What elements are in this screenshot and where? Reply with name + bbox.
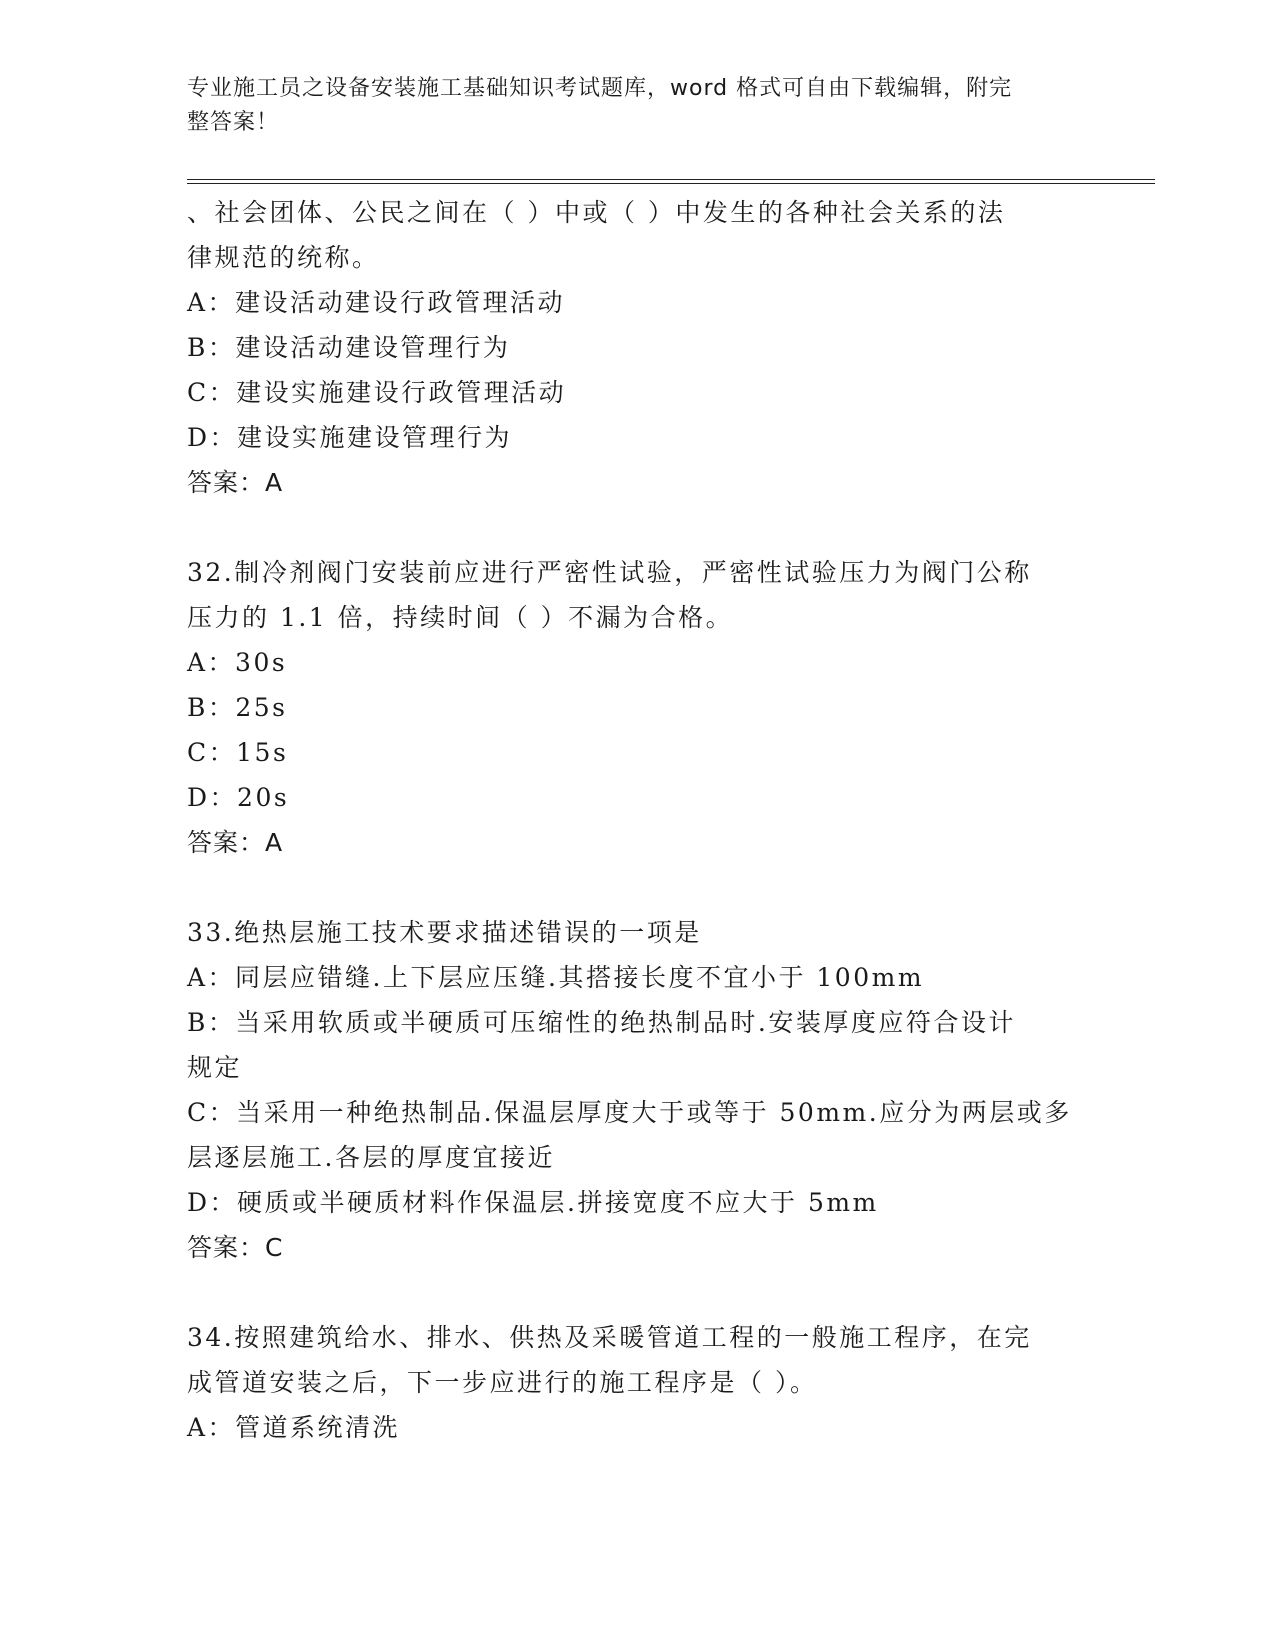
option-c: C：建设实施建设行政管理活动: [187, 378, 567, 407]
option-d: D：硬质或半硬质材料作保温层.拼接宽度不应大于 5mm: [187, 1188, 879, 1217]
question-31: [187, 190, 1087, 505]
document-header: [187, 72, 1067, 140]
option-b: B：25s: [187, 693, 288, 722]
option-b-continued: 规定: [187, 1053, 243, 1082]
spacer: [187, 505, 1087, 550]
header-line-2: 整答案！: [187, 110, 280, 135]
spacer: [187, 1270, 1087, 1315]
option-c: C：当采用一种绝热制品.保温层厚度大于或等于 50mm.应分为两层或多: [187, 1098, 1072, 1127]
question-list: [187, 190, 1087, 1450]
header-divider-top: [187, 179, 1155, 180]
answer: 答案：C: [187, 1233, 284, 1262]
question-stem: 32.制冷剂阀门安装前应进行严密性试验，严密性试验压力为阀门公称: [187, 558, 1032, 587]
question-stem: 压力的 1.1 倍，持续时间（ ）不漏为合格。: [187, 603, 734, 632]
answer: 答案：A: [187, 468, 284, 497]
option-a: A：建设活动建设行政管理活动: [187, 288, 566, 317]
option-a: A：同层应错缝.上下层应压缝.其搭接长度不宜小于 100mm: [187, 963, 925, 992]
question-stem: 律规范的统称。: [187, 243, 380, 272]
question-stem: 成管道安装之后，下一步应进行的施工程序是（ ）。: [187, 1368, 818, 1397]
header-line-1: 专业施工员之设备安装施工基础知识考试题库，word 格式可自由下载编辑，附完: [187, 76, 1013, 101]
option-d: D：20s: [187, 783, 290, 812]
question-stem: 33.绝热层施工技术要求描述错误的一项是: [187, 918, 702, 947]
question-34: [187, 1315, 1087, 1450]
option-a: A：管道系统清洗: [187, 1413, 401, 1442]
spacer: [187, 865, 1087, 910]
question-33: [187, 910, 1087, 1270]
option-b: B：建设活动建设管理行为: [187, 333, 511, 362]
header-divider-bottom: [187, 183, 1155, 184]
option-d: D：建设实施建设管理行为: [187, 423, 513, 452]
option-a: A：30s: [187, 648, 288, 677]
question-stem: 、社会团体、公民之间在（ ）中或（ ）中发生的各种社会关系的法: [187, 198, 1006, 227]
answer: 答案：A: [187, 828, 284, 857]
question-stem: 34.按照建筑给水、排水、供热及采暖管道工程的一般施工程序，在完: [187, 1323, 1032, 1352]
option-b: B：当采用软质或半硬质可压缩性的绝热制品时.安装厚度应符合设计: [187, 1008, 1016, 1037]
option-c-continued: 层逐层施工.各层的厚度宜接近: [187, 1143, 555, 1172]
option-c: C：15s: [187, 738, 289, 767]
question-32: [187, 550, 1087, 865]
